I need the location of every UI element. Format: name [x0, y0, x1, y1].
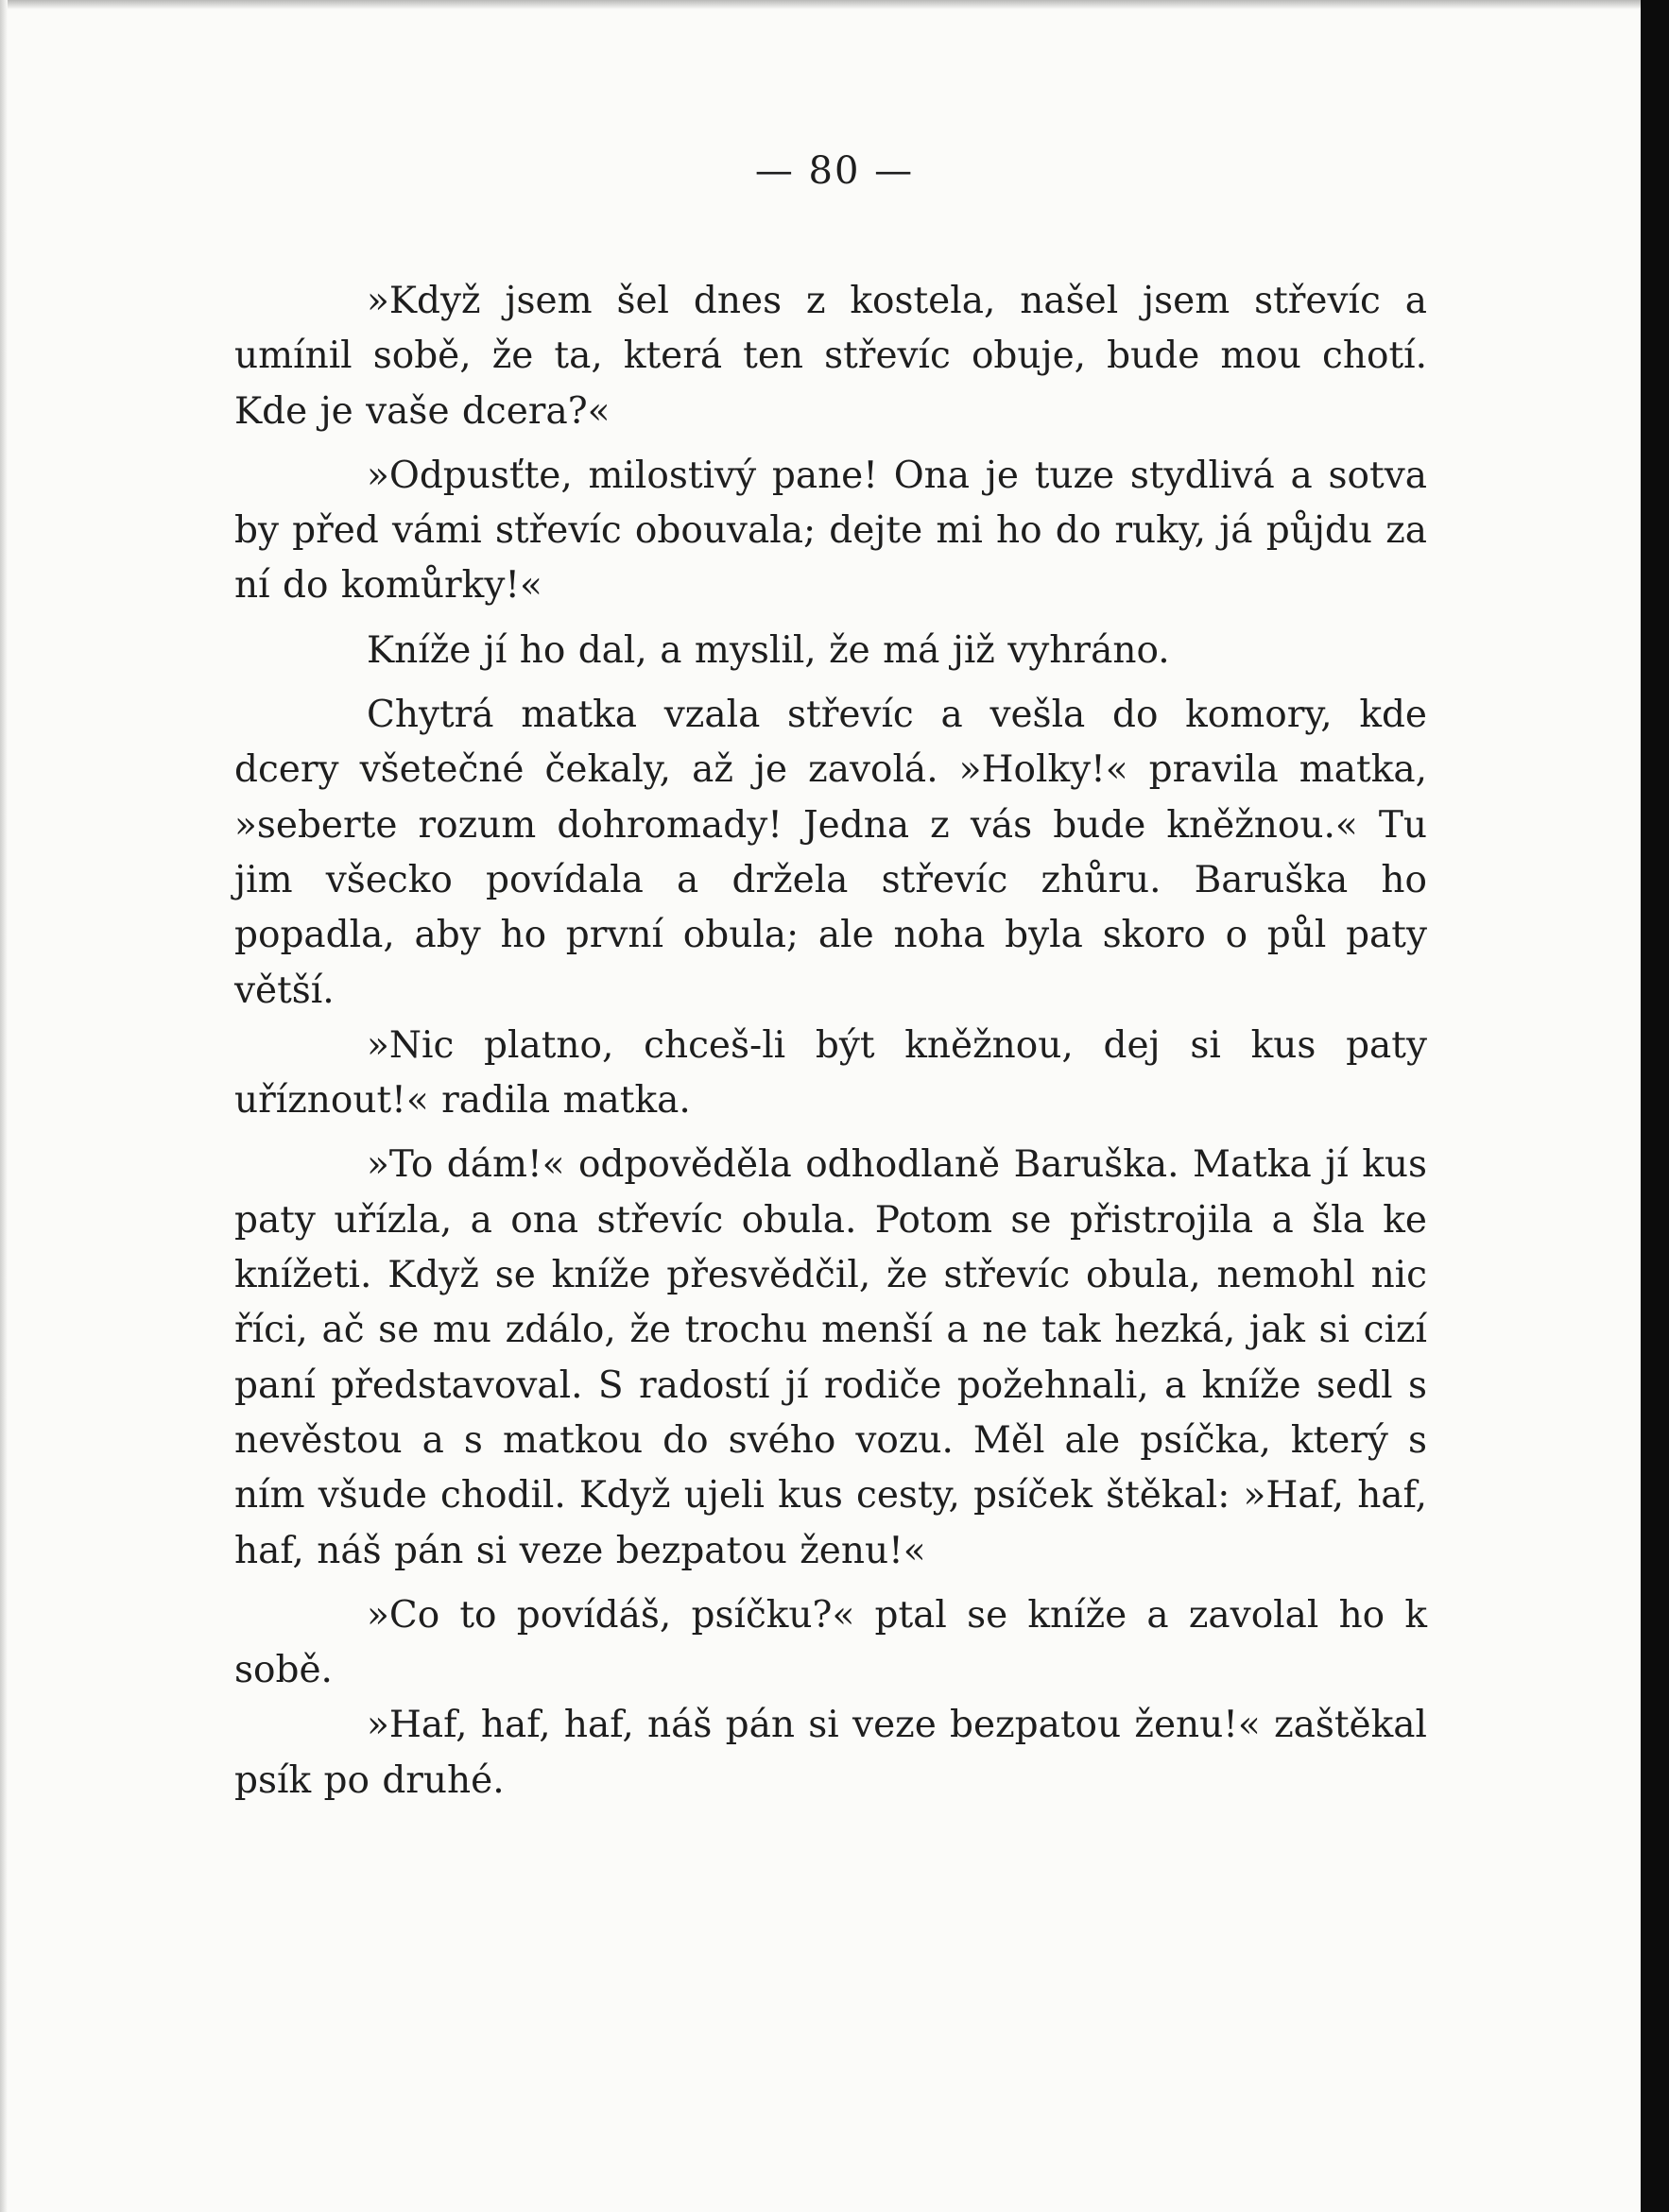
scan-edge-top — [0, 0, 1641, 9]
paragraph: »Nic platno, chceš-li být kněžnou, dej si kus paty uříznout!« radila matka. — [234, 1023, 1427, 1123]
scan-edge-left — [0, 0, 8, 2212]
paragraph: »To dám!« odpověděla odhodlaně Baruška. Matka jí kus paty uřízla, a ona střevíc obula. Potom se přistrojila a šla ke knížeti. Když se kníže přesvědčil, že střevíc obula, nemohl nic říci, ač se mu zdálo, že trochu menší a ne tak hezká, jak si cizí paní představoval. S radostí jí rodiče požehnali, a kníže sedl s nevěstou a s matkou do svého vozu. Měl ale psíčka, který s ním všude chodil. Když ujeli kus cesty, psíček štěkal: »Haf, haf, haf, náš pán si veze bezpatou ženu!« — [234, 1143, 1427, 1572]
paragraph: »Odpusťte, milostivý pane! Ona je tuze stydlivá a sotva by před vámi střevíc obouvala; dejte mi ho do ruky, já půjdu za ní do komůrky!« — [234, 454, 1427, 608]
scan-edge-right — [1641, 0, 1669, 2212]
text-body — [234, 274, 1427, 1809]
page-number: — 80 — — [754, 149, 915, 193]
paragraph: »Když jsem šel dnes z kostela, našel jsem střevíc a umínil sobě, že ta, která ten střevíc obuje, bude mou chotí. Kde je vaše dcera?« — [234, 280, 1427, 433]
paragraph: Chytrá matka vzala střevíc a vešla do komory, kde dcery všetečné čekaly, až je zavolá. »Holky!« pravila matka, »seberte rozum dohromady! Jedna z vás bude kněžnou.« Tu jim všecko povídala a držela střevíc zhůru. Baruška ho popadla, aby ho první obula; ale noha byla skoro o půl paty větší. — [234, 694, 1427, 1012]
paragraph: »Haf, haf, haf, náš pán si veze bezpatou ženu!« zaštěkal psík po druhé. — [234, 1704, 1427, 1802]
paragraph: »Co to povídáš, psíčku?« ptal se kníže a zavolal ho k sobě. — [234, 1593, 1427, 1692]
paragraph: Kníže jí ho dal, a myslil, že má již vyhráno. — [367, 628, 1170, 672]
